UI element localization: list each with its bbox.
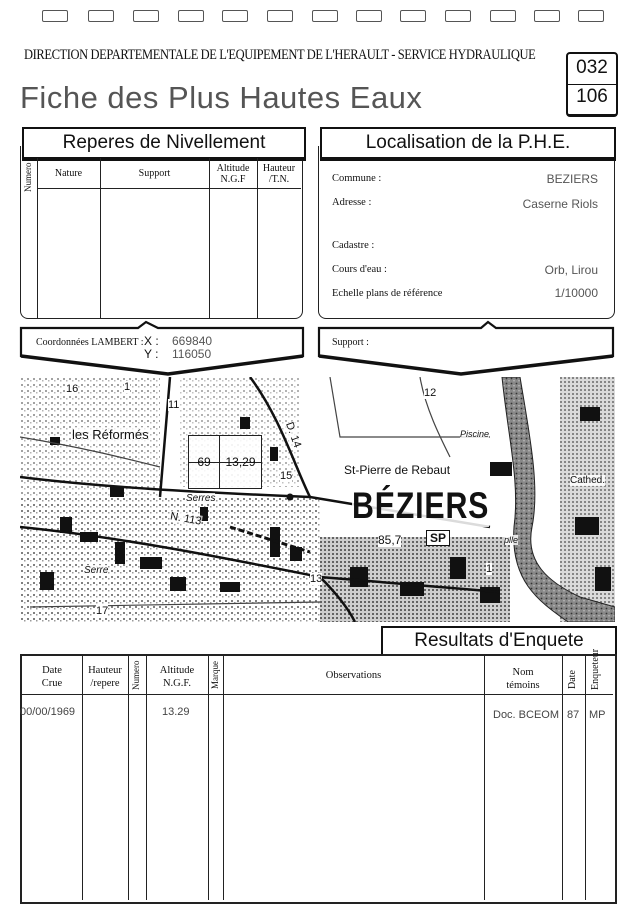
support-arrow-box <box>316 320 616 378</box>
phe-point-box <box>188 435 262 489</box>
lambert-y-value: 116050 <box>172 347 212 361</box>
phe-point-id: 69 <box>197 455 211 469</box>
page-title: Fiche des Plus Hautes Eaux <box>20 80 423 115</box>
lambert-x-value: 669840 <box>172 334 213 348</box>
res-col-enqueteur: Enqueteur <box>590 648 601 690</box>
map-label-serres: Serres <box>186 493 216 504</box>
reperes-col-numero: Numero <box>23 162 33 192</box>
lambert-arrow-box <box>18 320 306 378</box>
map-label-altitude: 85,7 <box>378 533 402 547</box>
reperes-banner <box>22 127 306 161</box>
res-col-temoins: Nom témoins <box>506 667 540 691</box>
map-number: 17 <box>96 605 109 617</box>
res-col-marque: Marque <box>210 661 220 689</box>
adresse-label: Adresse : <box>332 197 372 208</box>
map-number: 16 <box>66 383 79 395</box>
commune-value: BEZIERS <box>546 172 598 186</box>
lambert-y-label: Y : <box>144 347 159 361</box>
cadastre-label: Cadastre : <box>332 240 375 251</box>
code-box <box>566 52 618 117</box>
adresse-value: Caserne Riols <box>522 197 598 211</box>
row-temoins: Doc. BCEOM <box>493 709 560 721</box>
reperes-col-nature: Nature <box>54 168 83 179</box>
commune-label: Commune : <box>332 173 382 184</box>
res-col-altitude: Altitude N.G.F. <box>159 665 195 689</box>
echelle-label: Echelle plans de référence <box>332 288 443 299</box>
map-label-reformes: les Réformés <box>72 427 149 442</box>
res-col-observations: Observations <box>325 670 382 681</box>
institution-header: DIRECTION DEPARTEMENTALE DE L'EQUIPEMENT DE L'HERAULT - SERVICE HYDRAULIQUE <box>24 46 536 63</box>
phe-point-altitude: 13,29 <box>225 455 256 469</box>
map-number: 11 <box>168 399 180 411</box>
row-date: 87 <box>567 709 580 721</box>
map-label-d14: D. 14 <box>283 420 304 450</box>
code-top: 032 <box>576 57 608 78</box>
resultats-banner-text: Resultats d'Enquete <box>414 630 584 651</box>
res-col-date: Date <box>567 670 578 690</box>
row-date-crue: 00/00/1969 <box>20 706 76 718</box>
map-label-st-pierre: St-Pierre de Rebaut <box>344 463 451 477</box>
support-label: Support : <box>332 337 369 348</box>
reperes-col-support: Support <box>138 168 171 179</box>
lambert-x-label: X : <box>144 334 159 348</box>
res-col-date-crue: Date Crue <box>41 665 63 689</box>
map-label-n113: N. 113 <box>169 510 203 528</box>
cours-eau-label: Cours d'eau : <box>332 264 387 275</box>
map-number: 1 <box>486 563 493 575</box>
code-bottom: 106 <box>576 86 608 107</box>
map-number: 13 <box>310 573 323 585</box>
map-label-serre: Serre <box>84 565 109 576</box>
map-number: 1 <box>124 381 131 393</box>
map-label-piscine: Piscine <box>460 429 490 439</box>
cours-eau-value: Orb, Lirou <box>544 263 598 277</box>
localisation-banner-text: Localisation de la P.H.E. <box>365 132 571 153</box>
reperes-col-altitude: Altitude N.G.F <box>216 163 250 185</box>
map-label-sp: SP <box>426 530 450 546</box>
reperes-col-hauteur: Hauteur /T.N. <box>262 163 296 185</box>
echelle-value: 1/10000 <box>554 286 598 300</box>
res-col-numero: Numero <box>131 660 141 690</box>
map-label-cathed: Cathed. <box>570 475 606 486</box>
resultats-banner <box>381 626 617 654</box>
map-drawing <box>20 377 615 622</box>
map-label-plle: plle <box>504 535 519 545</box>
map-label-beziers: BÉZIERS <box>352 485 490 526</box>
map-number: 12 <box>424 387 437 399</box>
reperes-banner-text: Reperes de Nivellement <box>62 132 266 153</box>
localisation-banner <box>320 127 616 161</box>
lambert-label: Coordonnées LAMBERT : <box>36 337 144 348</box>
res-col-hauteur: Hauteur /repere <box>88 665 122 689</box>
map-area <box>20 377 615 622</box>
row-altitude: 13.29 <box>162 706 190 718</box>
row-enqueteur: MP <box>589 709 606 721</box>
map-number: 15 <box>280 470 293 482</box>
